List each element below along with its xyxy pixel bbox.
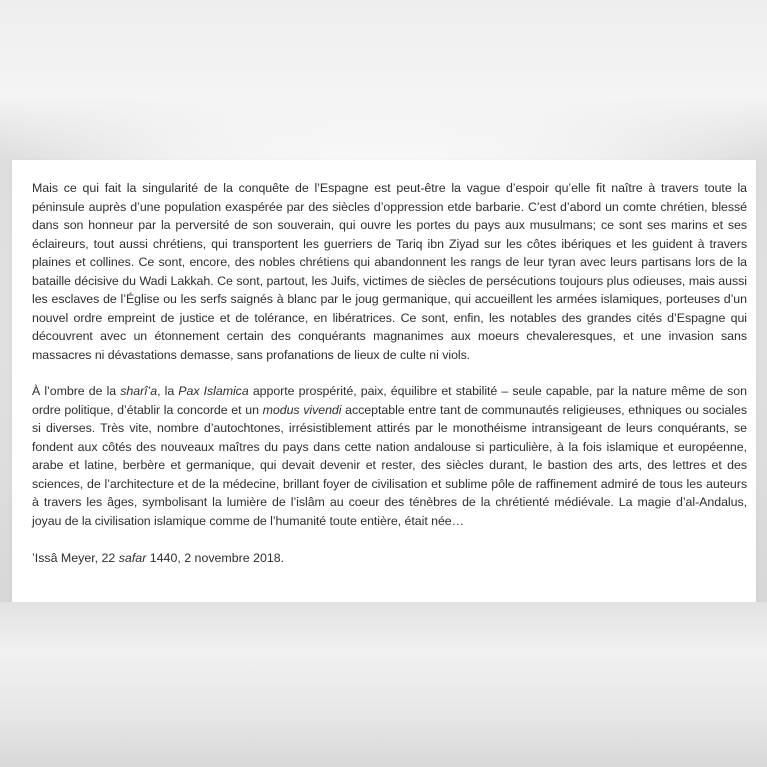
paragraph-2: [32, 382, 747, 530]
signature-text-b: 1440, 2 novembre 2018.: [146, 551, 285, 565]
paragraph-2-text-d: acceptable entre tant de communautés religieuses, ethniques ou sociales si diverses. Très vite, nombre d’autochtones, irrésistiblement attirés par le monothéisme intransigeant de leurs conquérants, se fondent aux côtés des nouveaux maîtres du pays dans cette nation andalouse si particulière, à la fois islamique et européenne, arabe et latine, berbère et germanique, qui devait devenir et rester, des siècles durant, le bastion des arts, des lettres et des sciences, de l’architecture et de la médecine, brillant foyer de civilisation et sublime pôle de raffinement admiré de tous les auteurs à travers les âges, symbolisant la lumière de l’islâm au coeur des ténèbres de la chrétienté médiévale. La magie d’al-Andalus, joyau de la civilisation islamique comme de l’humanité toute entière, était née…: [32, 402, 747, 528]
background-bottom: [0, 602, 767, 767]
paragraph-2-text-b: , la: [157, 384, 179, 398]
sharia-term: sharî’a: [120, 384, 158, 398]
safar-term: safar: [118, 551, 147, 565]
pax-islamica-term: Pax Islamica: [178, 384, 249, 398]
paragraph-2-text-c: apporte prospérité, paix, équilibre et stabilité – seule capable, par la nature même de son ordre politique, d’établir la concorde et un: [32, 384, 747, 417]
text-panel: [12, 160, 756, 602]
paragraph-1: Mais ce qui fait la singularité de la conquête de l’Espagne est peut-être la vague d’espoir qu’elle fit naître à travers toute la péninsule auprès d’une population exaspérée par des siècles d’oppression etde barbarie. C’est d’abord un comte chrétien, blessé dans son honneur par la perversité de son souverain, qui ouvre les portes du pays aux musulmans; ce sont ses marins et ses éclaireurs, tout aussi chrétiens, qui transportent les guerriers de Tariq ibn Ziyad sur les côtes ibériques et les guident à travers plaines et collines. Ce sont, encore, des nobles chrétiens qui abandonnent les rangs de leur tyran avec leurs partisans lors de la bataille décisive du Wadi Lakkah. Ce sont, partout, les Juifs, victimes de siècles de persécutions toujours plus odieuses, mais aussi les esclaves de l’Église ou les serfs saignés à blanc par le joug germanique, qui accueillent les armées islamiques, porteuses d’un nouvel ordre empreint de justice et de tolérance, en libératrices. Ce sont, enfin, les notables des grandes cités d’Espagne qui découvrent avec un étonnement certain des conquérants magnanimes aux moeurs chevaleresques, et une invasion sans massacres ni dévastations demasse, sans profanations de lieux de culte ni viols.: [32, 181, 747, 362]
modus-vivendi-term: modus vivendi: [262, 402, 342, 417]
signature-text-a: ’Issâ Meyer, 22: [32, 551, 119, 565]
signature: [32, 549, 747, 568]
paragraph-2-text-a: À l’ombre de la: [32, 384, 121, 398]
background-top: [0, 0, 767, 160]
